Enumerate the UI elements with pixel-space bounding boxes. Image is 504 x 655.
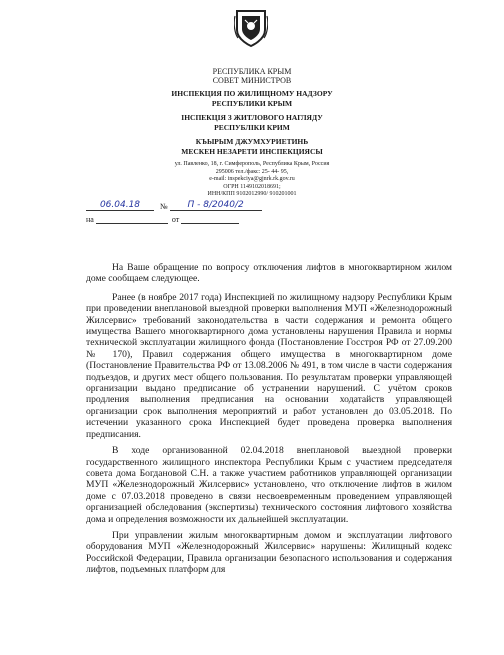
paragraph: Ранее (в ноябре 2017 года) Инспекцией по жилищному надзору Республики Крым при проведении внеплановой выездной проверки выполнения МУП «Железнодорожный Жилсервис» требований законодательства в части содержания и ремонта общего имущества Вашего многоквартирного дома установлены нарушения Правила и нормы технической эксплуатации жилищного фонда (Постановление Госстроя РФ от 27.09.200 № 170), Правил содержания общего имущества в многоквартирном доме (Постановление Правительства РФ от 13.08.2006 № 491, в том числе в части содержания подъездов, и других мест общего пользования. По результатам проверки управляющей организации выдано предписание об устранении нарушений. С учётом сроков продления выполнения предписания на основании ходатайств управляющей организации срок выполнения мероприятий и работ установлен до 03.05.2018. По истечении указанного срока Инспекцией будет проведена проверка выполнения предписания. bbox=[86, 291, 452, 440]
council-title: СОВЕТ МИНИСТРОВ bbox=[212, 76, 292, 85]
paragraph: В ходе организованной 02.04.2018 внеплановой выездной проверки государственного жилищного инспектора Республики Крым с участием председателя совета дома Богдановой С.Н. а также участием работников управляющей организации МУП «Железнодорожный Жилсервис» установлено, что отключение лифтов в жилом доме с 07.03.2018 проведено в связи несвоевременным проведением управляющей организацией обследования (экспертизы) технического состояния лифтового хозяйства дома и определения возможности их дальнейшей эксплуатации. bbox=[86, 445, 452, 525]
inspection-name-ru: ИНСПЕКЦИЯ ПО ЖИЛИЩНОМУ НАДЗОРУ РЕСПУБЛИКИ КРЫМ bbox=[171, 89, 333, 108]
address-block: ул. Павленко, 18, г. Симферополь, Республика Крым, Россия 295006 тел./факс: 25- 44- 95, e-mail: inspekciya@gjnrk.rk.gov.ru ОГРН 1149102018691; ИНН/КПП 9102012990/ 910201001 bbox=[174, 161, 330, 197]
republic-title: РЕСПУБЛИКА КРЫМ bbox=[212, 67, 292, 76]
inspection-name-ua: ІНСПЕКЦІЯ З ЖИТЛОВОГО НАГЛЯДУ РЕСПУБЛІКИ КРИМ bbox=[181, 113, 323, 132]
letter-body bbox=[86, 262, 452, 581]
inspection-name-crh: КЪЫРЫМ ДЖУМХУРИЕТИНЬ МЕСКЕН НЕЗАРЕТИ ИНСПЕКЦИЯСЫ bbox=[181, 137, 323, 156]
reply-to-line: на от bbox=[86, 213, 239, 224]
registration-date: 06.04.18 bbox=[99, 200, 141, 210]
paragraph: На Ваше обращение по вопросу отключения лифтов в многоквартирном жилом доме сообщаем следующее. bbox=[86, 262, 452, 285]
paragraph: При управлении жилым многоквартирным домом и эксплуатации лифтового оборудования МУП «Железнодорожный Жилсервис» нарушены: Жилищный кодекс Российской Федерации, Правила организации безопасного использования и содержания лифтов, подъемных платформ для bbox=[86, 529, 452, 576]
registration-line: 06.04.18 № П - 8/2040/2 bbox=[86, 200, 262, 211]
registration-number: П - 8/2040/2 bbox=[187, 200, 244, 210]
coat-of-arms-icon bbox=[234, 8, 268, 48]
